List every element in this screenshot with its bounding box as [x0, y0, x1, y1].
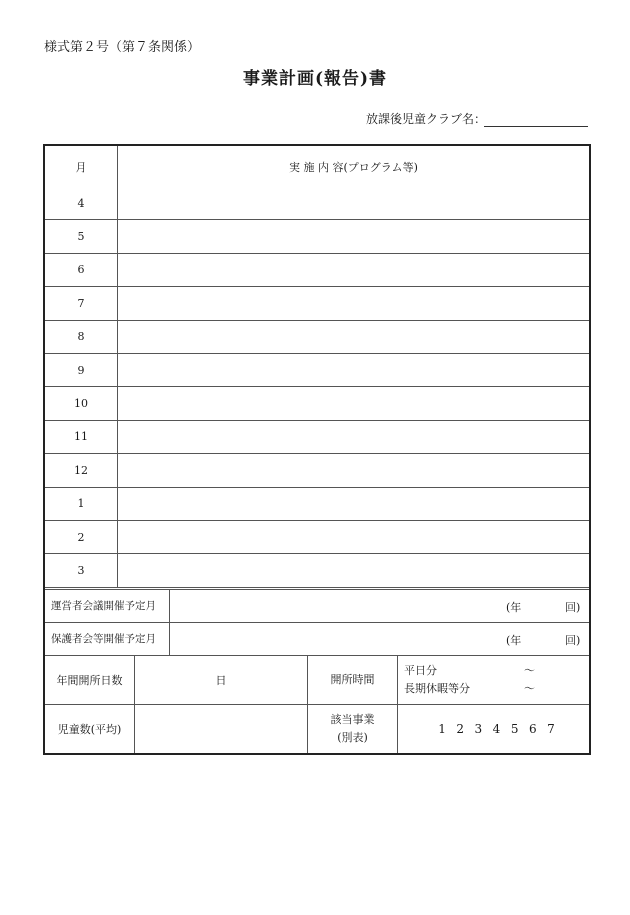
month-row	[45, 187, 589, 219]
content-field[interactable]	[117, 187, 589, 219]
year-paren: (年	[506, 600, 522, 614]
month-number: 8	[77, 330, 85, 344]
guardian-meeting-label: 保護者会等開催予定月	[51, 633, 156, 646]
project-label	[307, 705, 397, 753]
project-number[interactable]: 6	[528, 721, 537, 736]
hours-label: 開所時間	[307, 656, 397, 704]
month-number: 9	[77, 363, 85, 377]
month-number: 7	[77, 296, 85, 310]
year-paren: (年	[506, 633, 522, 647]
project-label-line1: 該当事業	[330, 713, 375, 727]
month-number: 12	[74, 463, 88, 477]
month-row	[45, 286, 589, 319]
page-title: 事業計画(報告)書	[242, 69, 388, 89]
project-number[interactable]: 1	[438, 721, 446, 736]
project-number[interactable]: 2	[456, 721, 465, 736]
content-header: 実 施 内 容(プログラム等)	[117, 146, 589, 187]
month-row	[45, 353, 589, 386]
content-field[interactable]	[117, 354, 589, 386]
times-paren: 回)	[565, 600, 581, 614]
annual-days-field[interactable]	[134, 656, 307, 704]
guardian-meeting-field[interactable]	[169, 623, 589, 655]
month-number: 6	[77, 263, 85, 277]
month-row	[45, 487, 589, 520]
operation-meeting-row	[45, 587, 589, 622]
project-numbers	[432, 722, 554, 736]
content-field[interactable]	[117, 454, 589, 486]
content-field[interactable]	[117, 321, 589, 353]
project-number[interactable]: 7	[547, 721, 555, 736]
month-number: 5	[77, 230, 85, 244]
content-field[interactable]	[117, 421, 589, 453]
children-label: 児童数(平均)	[57, 722, 122, 736]
month-row	[45, 386, 589, 419]
project-numbers-field	[397, 705, 589, 753]
form-number: 様式第２号（第７条関係）	[44, 40, 201, 55]
content-field[interactable]	[117, 287, 589, 319]
hours-field[interactable]	[397, 656, 589, 704]
club-name-field[interactable]	[484, 126, 588, 127]
month-row	[45, 553, 589, 586]
children-row	[45, 704, 589, 753]
month-number: 2	[77, 530, 85, 544]
weekday-label: 平日分	[404, 664, 437, 678]
weekday-tilde: ～	[524, 664, 535, 678]
holiday-label: 長期休暇等分	[404, 681, 470, 695]
content-field[interactable]	[117, 387, 589, 419]
month-number: 3	[77, 563, 85, 577]
month-header: 月	[75, 160, 87, 174]
project-number[interactable]: 3	[474, 721, 483, 736]
month-row	[45, 520, 589, 553]
project-number[interactable]: 4	[492, 721, 501, 736]
day-unit: 日	[215, 673, 227, 687]
content-field[interactable]	[117, 220, 589, 252]
children-field[interactable]	[134, 705, 307, 753]
month-row	[45, 253, 589, 286]
guardian-meeting-row	[45, 622, 589, 655]
holiday-tilde: ～	[524, 681, 535, 695]
annual-days-row	[45, 655, 589, 704]
month-number: 1	[77, 497, 85, 511]
month-row	[45, 453, 589, 486]
table-header-row	[45, 146, 589, 187]
month-number: 11	[74, 430, 88, 444]
content-field[interactable]	[117, 254, 589, 286]
month-row	[45, 420, 589, 453]
times-paren: 回)	[565, 633, 581, 647]
operation-meeting-field[interactable]	[169, 590, 589, 622]
project-number[interactable]: 5	[510, 721, 519, 736]
content-field[interactable]	[117, 488, 589, 520]
month-row	[45, 219, 589, 252]
content-field[interactable]	[117, 521, 589, 553]
month-number: 10	[74, 397, 88, 411]
plan-table	[43, 144, 591, 755]
month-number: 4	[77, 196, 85, 210]
month-rows	[45, 187, 589, 587]
club-name-label: 放課後児童クラブ名：	[366, 112, 487, 126]
annual-days-label: 年間開所日数	[56, 673, 123, 687]
operation-meeting-label: 運営者会議開催予定月	[51, 600, 156, 613]
month-row	[45, 320, 589, 353]
content-field[interactable]	[117, 554, 589, 586]
project-label-line2: (別表)	[337, 730, 368, 744]
